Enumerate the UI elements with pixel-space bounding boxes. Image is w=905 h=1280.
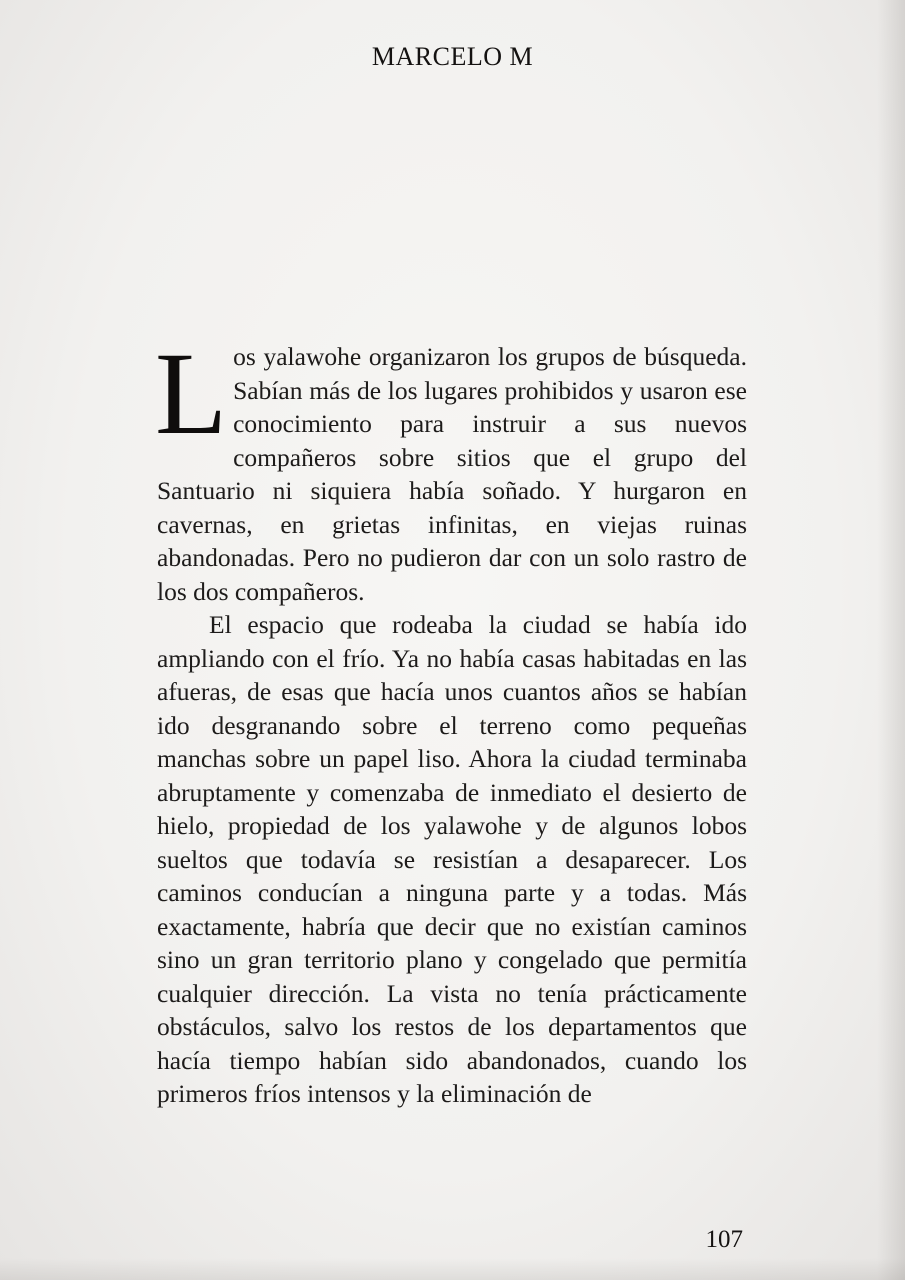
drop-cap: L bbox=[155, 328, 228, 459]
page-number: 107 bbox=[705, 1226, 743, 1253]
page-edge-shadow-right bbox=[877, 0, 905, 1280]
body-text bbox=[155, 328, 747, 1111]
paragraph-2: El espacio que rodeaba la ciudad se había ido ampliando con el frío. Ya no había casas habitadas en las afueras, de esas que hacía unos cuantos años se habían ido desgranando sobre el terreno como pequeñas manchas sobre un papel liso. Ahora la ciudad terminaba abruptamente y comenzaba de inmediato el desierto de hielo, propiedad de los yalawohe y de algunos lobos sueltos que todavía se resistían a desaparecer. Los caminos conducían a ninguna parte y a todas. Más exactamente, habría que decir que no existían caminos sino un gran territorio plano y congelado que permitía cualquier dirección. La vista no tenía prácticamente obstáculos, salvo los restos de los departamentos que hacía tiempo habían sido abandonados, cuando los primeros fríos intensos y la eliminación de bbox=[157, 610, 747, 1108]
page-edge-shadow-bottom bbox=[0, 1258, 905, 1280]
paragraph-1-text: os yalawohe organizaron los grupos de búsqueda. Sabían más de los lugares prohibidos y usaron ese conocimiento para instruir a sus nuevos compañeros sobre sitios que el grupo del Santuario ni siquiera había soñado. Y hurgaron en cavernas, en grietas infinitas, en viejas ruinas abandonadas. Pero no pudieron dar con un solo rastro de los dos compañeros. bbox=[157, 342, 747, 606]
paragraph-1 bbox=[155, 328, 747, 608]
running-head: MARCELO M bbox=[371, 42, 534, 71]
